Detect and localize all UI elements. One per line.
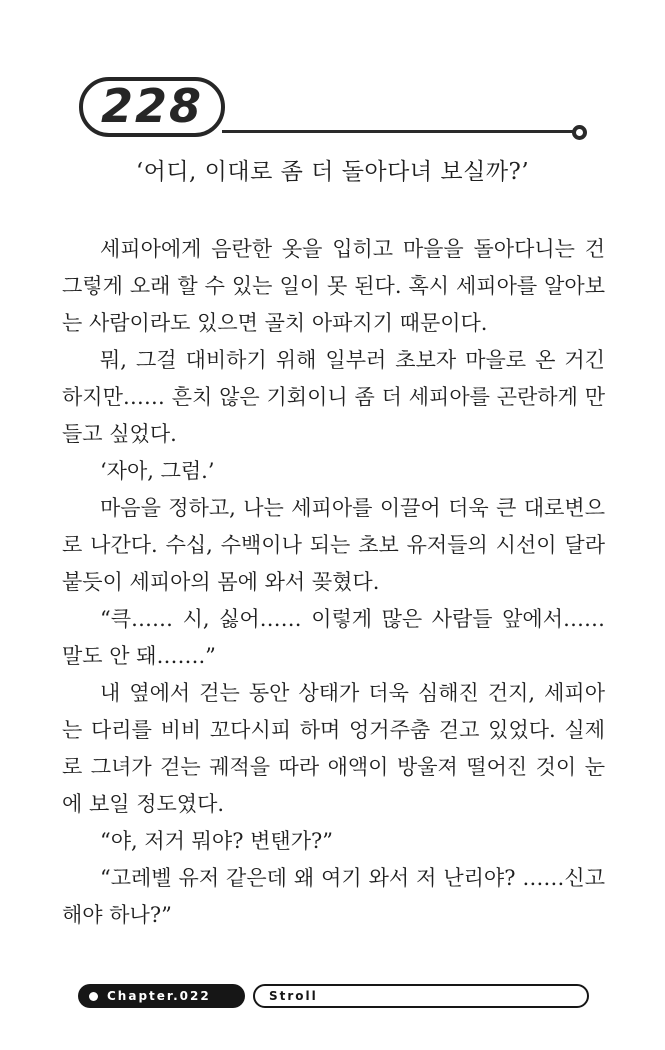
header-rule-end-ring-icon <box>572 125 587 140</box>
paragraph: 내 옆에서 걷는 동안 상태가 더욱 심해진 건지, 세피아는 다리를 비비 꼬다시피 하며 엉거주춤 걷고 있었다. 실제로 그녀가 걷는 궤적을 따라 애액이 방울져 떨어진 것이 눈에 보일 정도였다. <box>62 681 605 816</box>
chapter-badge <box>78 984 245 1008</box>
chapter-title-badge <box>253 984 589 1008</box>
chapter-label: Chapter.022 <box>107 989 211 1003</box>
page-number: 228 <box>100 79 204 133</box>
page-number-badge <box>79 77 225 137</box>
paragraph: 세피아에게 음란한 옷을 입히고 마을을 돌아다니는 건 그렇게 오래 할 수 있는 일이 못 된다. 혹시 세피아를 알아보는 사람이라도 있으면 골치 아파지기 때문이다. <box>62 237 605 335</box>
chapter-title-label: Stroll <box>269 989 318 1003</box>
paragraph: 마음을 정하고, 나는 세피아를 이끌어 더욱 큰 대로변으로 나간다. 수십, 수백이나 되는 초보 유저들의 시선이 달라붙듯이 세피아의 몸에 와서 꽂혔다. <box>62 496 605 594</box>
section-heading: ‘어디, 이대로 좀 더 돌아다녀 보실까?’ <box>135 159 530 185</box>
paragraph: “야, 저거 뭐야? 변탠가?” <box>100 829 333 853</box>
paragraph: “고레벨 유저 같은데 왜 여기 와서 저 난리야? ……신고해야 하나?” <box>62 866 605 927</box>
paragraph: ‘자아, 그럼.’ <box>100 459 215 483</box>
body-text <box>62 231 605 934</box>
bullet-dot-icon <box>89 992 98 1001</box>
paragraph: 뭐, 그걸 대비하기 위해 일부러 초보자 마을로 온 거긴 하지만…… 흔치 않은 기회이니 좀 더 세피아를 곤란하게 만들고 싶었다. <box>62 348 605 446</box>
paragraph: “큭…… 시, 싫어…… 이렇게 많은 사람들 앞에서…… 말도 안 돼…….” <box>62 607 605 668</box>
header-rule <box>222 130 574 133</box>
